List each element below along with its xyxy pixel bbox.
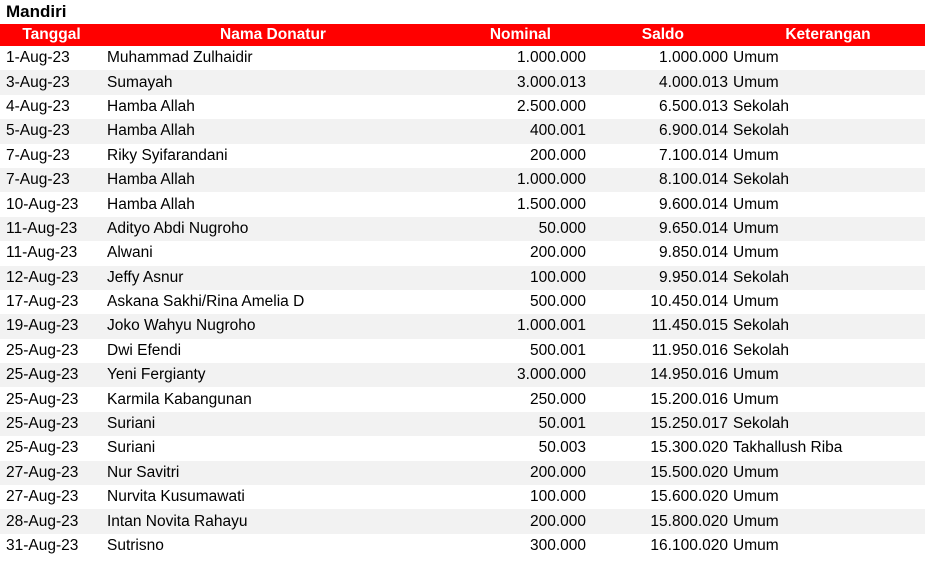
cell-keterangan[interactable]: Sekolah: [731, 119, 925, 143]
cell-saldo[interactable]: 7.100.014: [659, 146, 728, 164]
cell-saldo[interactable]: 6.500.013: [659, 97, 728, 115]
cell-tanggal[interactable]: 4-Aug-23: [6, 97, 70, 115]
cell-nominal[interactable]: 1.500.000: [517, 195, 586, 213]
cell-keterangan[interactable]: Umum: [733, 195, 779, 213]
table-row: [0, 290, 925, 314]
column-header-tanggal[interactable]: Tanggal: [0, 24, 103, 46]
cell-saldo[interactable]: 9.850.014: [659, 244, 728, 262]
cell-keterangan[interactable]: Umum: [733, 146, 779, 164]
cell-keterangan[interactable]: Umum: [731, 70, 925, 94]
cell-tanggal[interactable]: 11-Aug-23: [6, 244, 78, 262]
cell-nama-donatur[interactable]: Askana Sakhi/Rina Amelia D: [107, 293, 305, 311]
cell-keterangan[interactable]: Umum: [731, 461, 925, 485]
cell-keterangan[interactable]: Umum: [731, 217, 925, 241]
table-row: [0, 485, 925, 509]
column-header-nominal[interactable]: Nominal: [443, 24, 589, 46]
cell-tanggal[interactable]: 17-Aug-23: [6, 293, 79, 311]
cell-saldo[interactable]: 15.300.020: [650, 439, 728, 457]
cell-tanggal[interactable]: 1-Aug-23: [6, 49, 70, 67]
cell-tanggal[interactable]: 25-Aug-23: [6, 439, 79, 457]
cell-nama-donatur[interactable]: Adityo Abdi Nugroho: [103, 217, 443, 241]
table-row: [0, 314, 925, 338]
cell-saldo[interactable]: 15.200.016: [650, 390, 728, 408]
cell-tanggal[interactable]: 25-Aug-23: [6, 341, 79, 359]
cell-tanggal[interactable]: 31-Aug-23: [6, 537, 79, 554]
cell-tanggal[interactable]: 12-Aug-23: [0, 266, 103, 290]
cell-nama-donatur[interactable]: Muhammad Zulhaidir: [107, 49, 253, 67]
cell-keterangan[interactable]: Umum: [733, 390, 779, 408]
cell-nominal[interactable]: 100.000: [529, 488, 586, 506]
cell-keterangan[interactable]: Sekolah: [731, 412, 925, 436]
cell-nominal[interactable]: 200.000: [443, 509, 589, 533]
cell-nama-donatur[interactable]: Nurvita Kusumawati: [107, 488, 245, 506]
table-row: [0, 412, 925, 436]
cell-saldo[interactable]: 15.800.020: [589, 509, 731, 533]
cell-nama-donatur[interactable]: Alwani: [107, 244, 153, 262]
table-row: [0, 266, 925, 290]
table-row: [0, 339, 925, 363]
cell-keterangan[interactable]: Umum: [731, 509, 925, 533]
cell-saldo[interactable]: 15.250.017: [589, 412, 731, 436]
cell-nominal[interactable]: 3.000.013: [443, 70, 589, 94]
cell-nominal[interactable]: 1.000.000: [443, 168, 589, 192]
cell-nama-donatur[interactable]: Suriani: [103, 412, 443, 436]
table-row: [0, 95, 925, 119]
cell-nominal[interactable]: 200.000: [529, 146, 586, 164]
cell-keterangan[interactable]: Sekolah: [733, 341, 790, 359]
cell-nominal[interactable]: 250.000: [529, 390, 586, 408]
cell-saldo[interactable]: 15.600.020: [650, 488, 728, 506]
cell-nominal[interactable]: 50.001: [443, 412, 589, 436]
cell-nama-donatur[interactable]: Sumayah: [103, 70, 443, 94]
cell-tanggal[interactable]: 7-Aug-23: [6, 146, 70, 164]
cell-saldo[interactable]: 11.450.015: [589, 314, 731, 338]
cell-nominal[interactable]: 200.000: [529, 244, 586, 262]
cell-tanggal[interactable]: 27-Aug-23: [6, 488, 79, 506]
cell-nama-donatur[interactable]: Hamba Allah: [103, 119, 443, 143]
cell-nama-donatur[interactable]: Intan Novita Rahayu: [103, 509, 443, 533]
cell-nominal[interactable]: 500.001: [529, 341, 586, 359]
sheet-title: Mandiri: [6, 2, 67, 21]
cell-saldo[interactable]: 8.100.014: [589, 168, 731, 192]
cell-saldo[interactable]: 1.000.000: [659, 49, 728, 67]
table-row: [0, 461, 925, 485]
cell-tanggal[interactable]: 11-Aug-23: [0, 217, 103, 241]
cell-nama-donatur[interactable]: Riky Syifarandani: [107, 146, 228, 164]
cell-saldo[interactable]: 9.650.014: [589, 217, 731, 241]
cell-saldo[interactable]: 9.950.014: [589, 266, 731, 290]
cell-nominal[interactable]: 200.000: [443, 461, 589, 485]
cell-keterangan[interactable]: Umum: [733, 244, 779, 262]
cell-nama-donatur[interactable]: Suriani: [107, 439, 156, 457]
cell-tanggal[interactable]: 27-Aug-23: [0, 461, 103, 485]
cell-tanggal[interactable]: 25-Aug-23: [0, 363, 103, 387]
table-header-row: [0, 24, 925, 46]
table-row: [0, 241, 925, 265]
cell-nama-donatur[interactable]: Nur Savitri: [103, 461, 443, 485]
cell-nama-donatur[interactable]: Jeffy Asnur: [103, 266, 443, 290]
cell-saldo[interactable]: 9.600.014: [659, 195, 728, 213]
cell-nominal[interactable]: 1.000.000: [517, 49, 586, 67]
column-header-nama-donatur[interactable]: Nama Donatur: [103, 24, 443, 46]
cell-nominal[interactable]: 2.500.000: [517, 97, 586, 115]
cell-keterangan[interactable]: Umum: [733, 293, 779, 311]
cell-nominal[interactable]: 400.001: [443, 119, 589, 143]
cell-keterangan[interactable]: Umum: [731, 363, 925, 387]
cell-nama-donatur[interactable]: Sutrisno: [107, 537, 164, 554]
cell-tanggal[interactable]: 7-Aug-23: [0, 168, 103, 192]
cell-tanggal[interactable]: 5-Aug-23: [0, 119, 103, 143]
cell-keterangan[interactable]: Sekolah: [731, 314, 925, 338]
table-row: [0, 217, 925, 241]
table-row: [0, 70, 925, 94]
cell-nominal[interactable]: 1.000.001: [443, 314, 589, 338]
table-row: [0, 144, 925, 168]
cell-nama-donatur[interactable]: Hamba Allah: [103, 168, 443, 192]
cell-keterangan[interactable]: Sekolah: [731, 168, 925, 192]
cell-tanggal[interactable]: 10-Aug-23: [6, 195, 79, 213]
cell-nominal[interactable]: 50.003: [538, 439, 586, 457]
cell-saldo[interactable]: 6.900.014: [589, 119, 731, 143]
cell-nama-donatur[interactable]: Hamba Allah: [107, 97, 195, 115]
cell-tanggal[interactable]: 3-Aug-23: [0, 70, 103, 94]
cell-keterangan[interactable]: Sekolah: [731, 266, 925, 290]
table-row: [0, 436, 925, 460]
cell-nominal[interactable]: 3.000.000: [443, 363, 589, 387]
cell-keterangan[interactable]: Umum: [733, 488, 779, 506]
cell-nominal[interactable]: 300.000: [529, 537, 586, 554]
cell-nominal[interactable]: 100.000: [443, 266, 589, 290]
cell-nama-donatur[interactable]: Dwi Efendi: [107, 341, 182, 359]
cell-nominal[interactable]: 500.000: [529, 293, 586, 311]
table-row: [0, 363, 925, 387]
cell-tanggal[interactable]: 25-Aug-23: [0, 412, 103, 436]
table-row: [0, 46, 925, 70]
table-row: [0, 119, 925, 143]
cell-keterangan[interactable]: Sekolah: [733, 97, 790, 115]
cell-tanggal[interactable]: 25-Aug-23: [6, 390, 79, 408]
cell-tanggal[interactable]: 28-Aug-23: [0, 509, 103, 533]
cell-saldo[interactable]: 10.450.014: [650, 293, 728, 311]
cell-nama-donatur[interactable]: Joko Wahyu Nugroho: [103, 314, 443, 338]
table-row: [0, 509, 925, 533]
table-row: [0, 168, 925, 192]
cell-keterangan[interactable]: Takhallush Riba: [733, 439, 843, 457]
column-header-saldo[interactable]: Saldo: [589, 24, 731, 46]
cell-nama-donatur[interactable]: Karmila Kabangunan: [107, 390, 252, 408]
cell-nama-donatur[interactable]: Hamba Allah: [107, 195, 195, 213]
table-row: [0, 534, 925, 558]
cell-saldo[interactable]: 11.950.016: [651, 341, 728, 359]
table-row: [0, 192, 925, 216]
cell-saldo[interactable]: 15.500.020: [589, 461, 731, 485]
cell-nama-donatur[interactable]: Yeni Fergianty: [103, 363, 443, 387]
donation-table: [0, 24, 925, 558]
cell-saldo[interactable]: 14.950.016: [589, 363, 731, 387]
cell-keterangan[interactable]: Umum: [733, 537, 779, 554]
table-row: [0, 387, 925, 411]
cell-keterangan[interactable]: Umum: [733, 49, 779, 67]
cell-saldo[interactable]: 16.100.020: [650, 537, 728, 554]
cell-nominal[interactable]: 50.000: [443, 217, 589, 241]
cell-saldo[interactable]: 4.000.013: [589, 70, 731, 94]
cell-tanggal[interactable]: 19-Aug-23: [0, 314, 103, 338]
column-header-keterangan[interactable]: Keterangan: [731, 24, 925, 46]
